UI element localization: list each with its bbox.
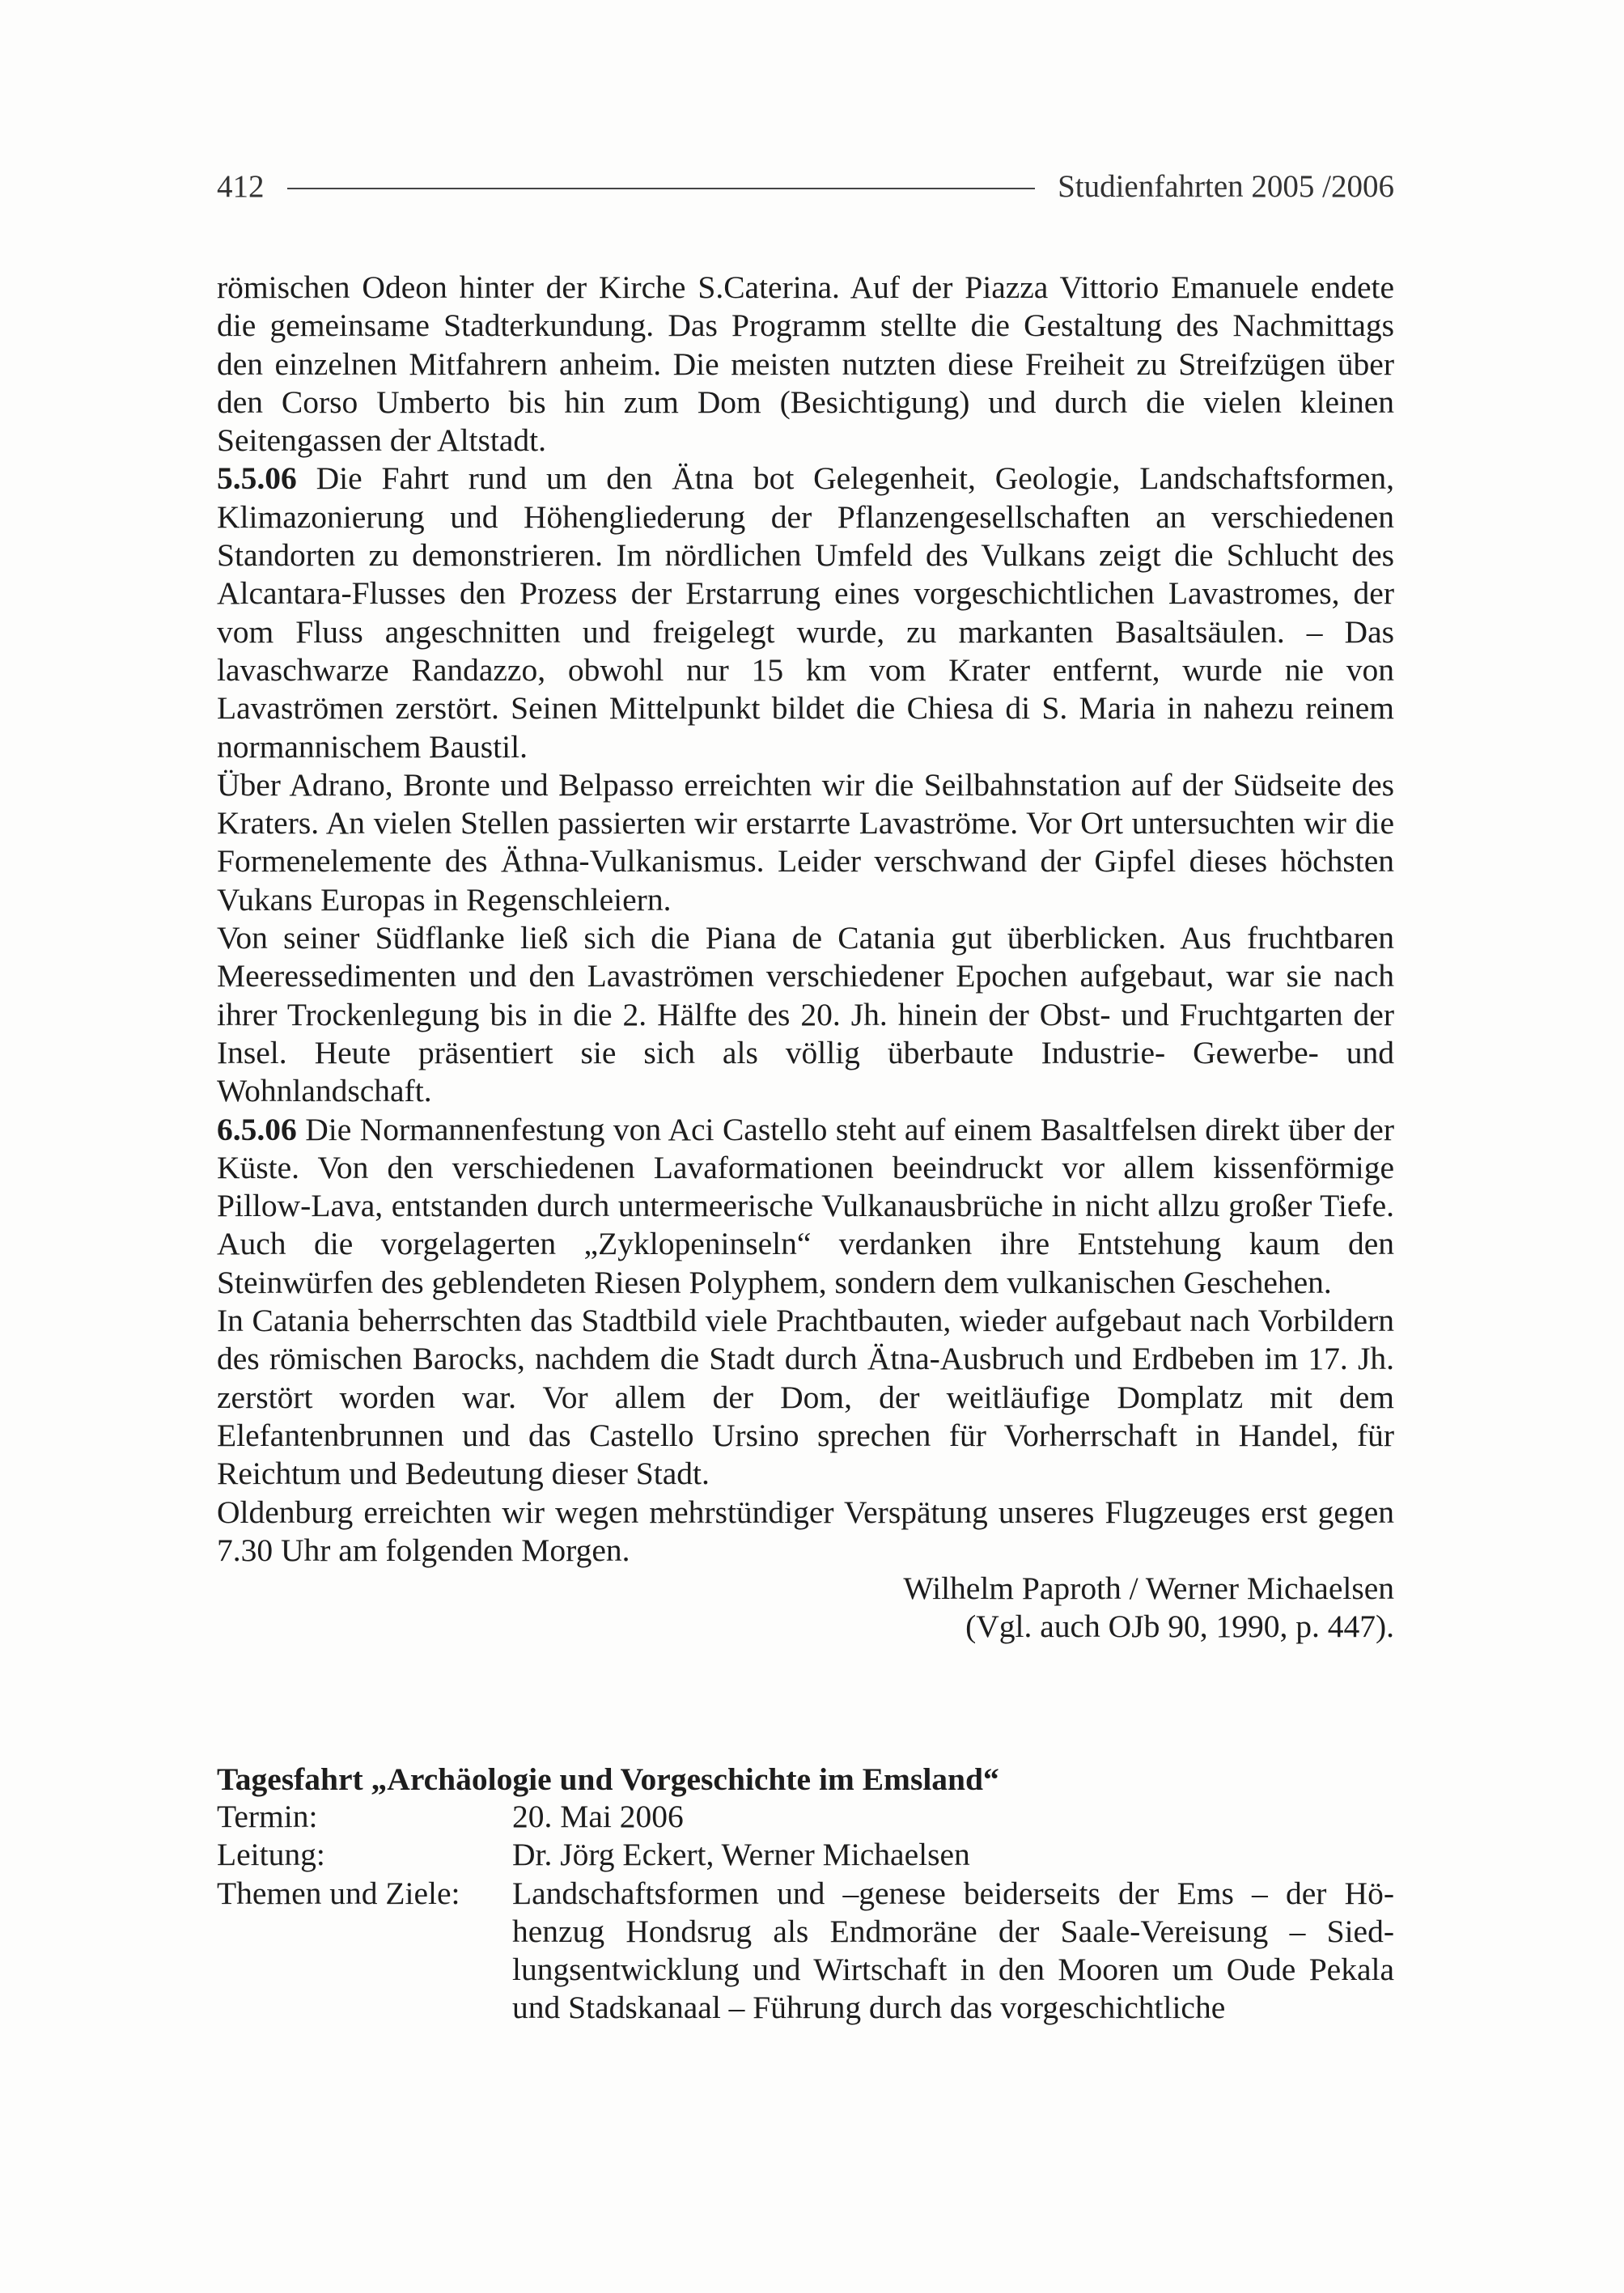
running-title: Studienfahrten 2005 /2006 (1058, 169, 1394, 204)
reference: (Vgl. auch OJb 90, 1990, p. 447). (965, 1608, 1394, 1645)
paragraph-5-text: Die Normannenfestung von Aci Castello steht auf einem Basaltfelsen direkt über der Küste. Von den verschiedenen Lavaformationen beeindruckt vor allem kissenförmige Pillow-Lava, entstanden durch untermeerische Vulkanausbrüche in nicht allzu großer Tiefe. Auch die vorgelagerten „Zyklopeninseln“ verdanken ihre Entstehung kaum den Steinwürfen des geblendeten Riesen Polyphem, sondern dem vulkanischen Geschehen. (217, 1111, 1394, 1300)
section-title: Tagesfahrt „Archäologie und Vorgeschichte im Emsland“ (217, 1761, 999, 1797)
page-number: 412 (217, 169, 265, 204)
paragraph-3: Über Adrano, Bronte und Belpasso erreichten wir die Seilbahnstation auf der Südseite des Kraters. An vielen Stellen passierten wir erstarrte Lavaströme. Vor Ort untersuchten wir die Formenelemente des Äthna-Vulkanismus. Leider verschwand der Gipfel dieses höchsten Vukans Europas in Regenschleiern. (217, 766, 1394, 918)
date-label: 6.5.06 (217, 1111, 297, 1147)
paragraph-2-text: Die Fahrt rund um den Ätna bot Gelegenheit, Geologie, Landschaftsformen, Klimazonierung und Höhengliederung der Pflanzengesellschaften an verschiedenen Standorten zu demonstrieren. Im nördlichen Umfeld des Vulkans zeigt die Schlucht des Alcantara-Flusses den Prozess der Erstarrung eines vorgeschichtlichen Lavastromes, der vom Fluss angeschnitten und freigelegt wurde, zu markanten Basaltsäulen. – Das lavaschwarze Randazzo, obwohl nur 15 km vom Krater entfernt, wurde nie von Lavaströmen zerstört. Seinen Mittelpunkt bildet die Chiesa di S. Maria in nahezu reinem normannischem Baustil. (217, 460, 1394, 765)
header-rule (287, 188, 1036, 189)
detail-value: 20. Mai 2006 (512, 1799, 684, 1834)
paragraph-1: römischen Odeon hinter der Kirche S.Caterina. Auf der Piazza Vittorio Emanuele endete die gemeinsame Stadterkundung. Das Programm stellte die Gestaltung des Nachmittags den einzelnen Mitfahrern anheim. Die meisten nutzten diese Freiheit zu Streifzügen über den Corso Umberto bis hin zum Dom (Besichtigung) und durch die vielen kleinen Seitengassen der Altstadt. (217, 269, 1394, 459)
paragraph-6: In Catania beherrschten das Stadtbild viele Prachtbauten, wieder aufgebaut nach Vorbildern des römischen Barocks, nachdem die Stadt durch Ätna-Ausbruch und Erdbeben im 17. Jh. zerstört worden war. Vor allem der Dom, der weitläufige Domplatz mit dem Elefantenbrunnen und das Castello Ursino sprechen für Vorherrschaft in Handel, für Reichtum und Bedeutung dieser Stadt. (217, 1303, 1394, 1492)
detail-key: Termin: (217, 1799, 318, 1834)
detail-key: Leitung: (217, 1837, 325, 1873)
paragraph-2 (217, 460, 1394, 765)
signature: Wilhelm Paproth / Werner Michaelsen (903, 1570, 1394, 1607)
detail-value: Dr. Jörg Eckert, Werner Michaelsen (512, 1837, 970, 1873)
running-header (217, 159, 1394, 215)
detail-row (217, 1798, 1394, 1836)
date-label: 5.5.06 (217, 460, 297, 497)
detail-row (217, 1875, 1394, 2028)
detail-value: Landschaftsformen und –genese beiderseits der Ems – der Höhenzug Hondsrug als Endmoräne der Saale-Vereisung – Siedlungsentwicklung und Wirtschaft in den Mooren um Oude Pekala und Stadskanaal – Führung durch das vorgeschichtliche (512, 1875, 1394, 2026)
detail-key: Themen und Ziele: (217, 1875, 460, 1911)
paragraph-7: Oldenburg erreichten wir wegen mehrstündiger Verspätung unseres Flugzeuges erst gegen 7.30 Uhr am folgenden Morgen. (217, 1494, 1394, 1568)
trip-details (217, 1798, 1394, 2028)
paragraph-4: Von seiner Südflanke ließ sich die Piana de Catania gut überblicken. Aus fruchtbaren Meeressedimenten und den Lavaströmen verschiedener Epochen aufgebaut, war sie nach ihrer Trockenlegung bis in die 2. Hälfte des 20. Jh. hinein der Obst- und Fruchtgarten der Insel. Heute präsentiert sie sich als völlig überbaute Industrie- Gewerbe- und Wohnlandschaft. (217, 920, 1394, 1109)
paragraph-5 (217, 1111, 1394, 1302)
body-text (217, 269, 1394, 1647)
detail-row (217, 1836, 1394, 1874)
